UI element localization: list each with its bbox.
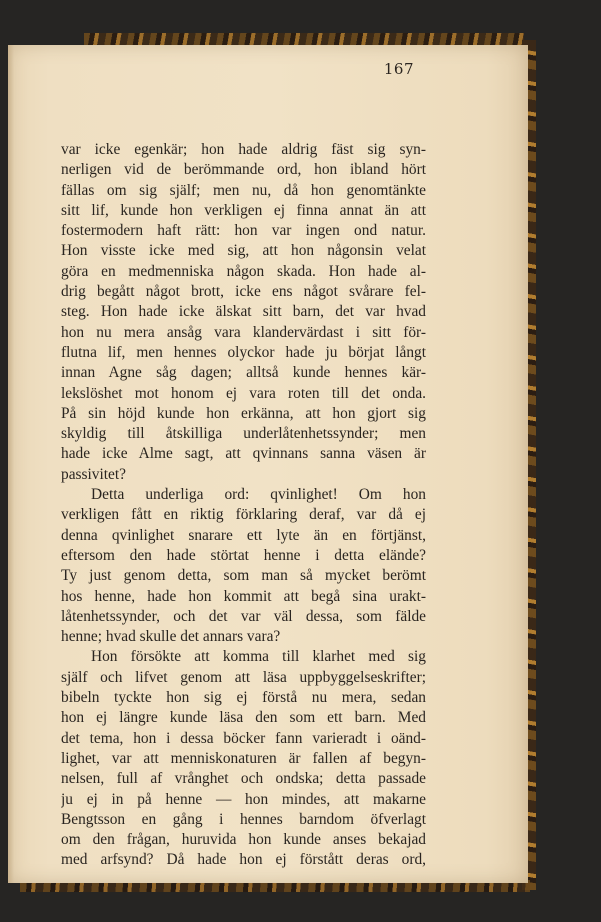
text-line: passivitet? [61, 465, 126, 483]
text-line: verkligen fått en riktig förklaring deraf, var då ej [61, 506, 426, 524]
text-line: med arfsynd? Då hade hon ej förstått deras ord, [61, 851, 426, 869]
text-line: nerligen vid de berömmande ord, hon ibland hört [61, 161, 426, 179]
text-line: lekslöshet mot honom ej vara roten till det onda. [61, 384, 426, 402]
text-line: var icke egenkär; hon hade aldrig fäst sig syn- [61, 141, 426, 158]
text-line: själf och lifvet genom att läsa uppbyggelseskrifter; [61, 668, 426, 686]
text-line: På sin höjd kunde hon erkänna, att hon gjort sig [61, 404, 426, 422]
text-line: fällas om sig själf; men nu, då hon genomtänkte [61, 181, 426, 199]
text-line: ju ej in på henne — hon mindes, att makarne [61, 790, 426, 808]
text-line: hon nu mera ansåg vara klandervärdast i sitt för- [61, 323, 426, 341]
page-gutter-shadow [8, 45, 14, 883]
text-line: nelsen, full af vrånghet och ondska; detta passade [61, 770, 426, 788]
text-line: Bengtsson en gång i hennes barndom öfverlagt [61, 810, 426, 828]
body-text [61, 140, 426, 871]
text-line: denna qvinlighet snarare ett lyte än en förtjänst, [61, 526, 426, 544]
text-line: hos henne, hade hon kommit att begå sina urakt- [61, 587, 426, 605]
text-line: hon ej längre kunde läsa den som ett barn. Med [61, 709, 426, 727]
text-line: skyldig till åtskilliga underlåtenhetssynder; men [61, 425, 426, 443]
text-line: göra en medmenniska någon skada. Hon hade al- [61, 262, 426, 280]
text-line: Hon visste icke med sig, att hon någonsin velat [61, 242, 426, 260]
text-line: bibeln tyckte hon sig ej förstå nu mera, sedan [61, 689, 426, 707]
text-line: fostermodern haft rätt: hon var ingen ond natur. [61, 222, 426, 240]
text-line: hade icke Alme sagt, att qvinnans sanna väsen är [61, 445, 426, 463]
text-line: drig begått något brott, icke ens något svårare fel- [61, 283, 426, 301]
text-line: eftersom den hade störtat henne i detta elände? [61, 546, 426, 564]
text-line: innan Agne såg dagen; alltså kunde hennes kär- [61, 364, 426, 382]
text-line: Detta underliga ord: qvinlighet! Om hon [91, 486, 426, 504]
text-line: lighet, var att menniskonaturen är fallen af begyn- [61, 749, 426, 767]
text-line: sitt lif, kunde hon verkligen ej finna annat än att [61, 201, 426, 219]
text-line: henne; hvad skulle det annars vara? [61, 628, 281, 646]
text-line: steg. Hon hade icke älskat sitt barn, det var hvad [61, 303, 426, 321]
page-number: 167 [383, 60, 414, 78]
text-line: det tema, hon i dessa böcker fann varieradt i oänd- [61, 729, 426, 747]
text-line: flutna lif, men hennes olyckor hade ju börjat långt [61, 343, 426, 361]
text-line: Hon försökte att komma till klarhet med sig [91, 648, 426, 666]
text-line: om den frågan, huruvida hon kunde anses bekajad [61, 831, 426, 849]
text-line: Ty just genom detta, som man så mycket berömt [61, 567, 426, 585]
text-line: låtenhetssynder, och det var väl dessa, som fälde [61, 607, 426, 625]
